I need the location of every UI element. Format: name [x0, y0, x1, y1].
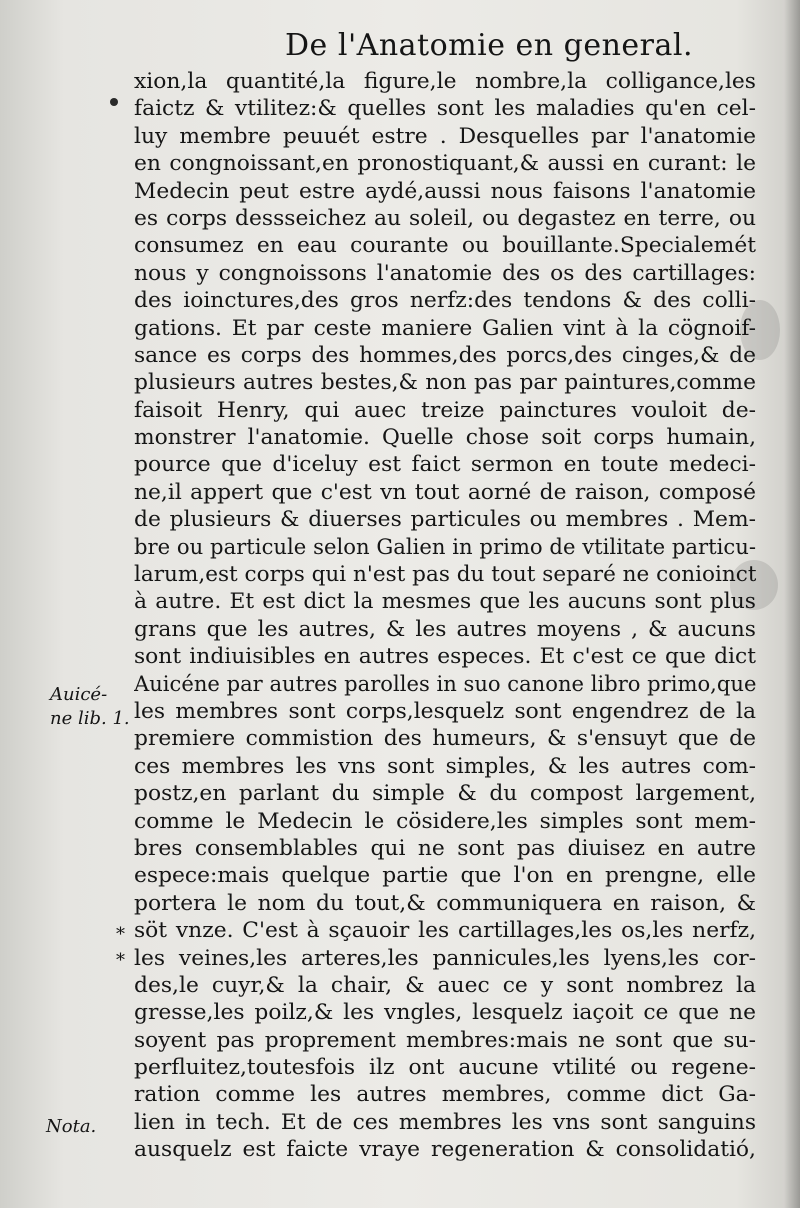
text-line: lien in tech. Et de ces membres les vns sont sanguins: [134, 1109, 756, 1135]
text-line: ration comme les autres membres, comme dict Ga-: [134, 1082, 756, 1108]
text-line: premiere commistion des humeurs, & s'ensuyt que de: [134, 726, 756, 752]
margin-asterisk: *: [116, 950, 125, 971]
text-line: portera le nom du tout,& communiquera en raison, &: [134, 890, 756, 916]
text-line: bres consemblables qui ne sont pas diuisez en autre: [134, 835, 756, 861]
text-line: ces membres les vns sont simples, & les autres com-: [134, 753, 756, 779]
page-edge-shadow: [784, 0, 800, 1208]
text-line: faisoit Henry, qui auec treize painctures vouloit de-: [134, 397, 756, 423]
text-line: söt vnze. C'est à sçauoir les cartillages,les os,les nerfz,: [134, 918, 756, 944]
text-line: gations. Et par ceste maniere Galien vint à la cögnoif-: [134, 315, 756, 341]
text-line: monstrer l'anatomie. Quelle chose soit corps humain,: [134, 425, 756, 451]
margin-asterisk: *: [116, 924, 125, 945]
text-line: pource que d'iceluy est faict sermon en toute medeci-: [134, 452, 756, 478]
text-line: les membres sont corps,lesquelz sont engendrez de la: [134, 698, 756, 724]
text-line: sont indiuisibles en autres especes. Et c'est ce que dict: [134, 644, 756, 670]
text-line: perfluitez,toutesfois ilz ont aucune vtilité ou regene-: [134, 1055, 756, 1081]
text-line: les veines,les arteres,les pannicules,les lyens,les cor-: [134, 945, 756, 971]
text-line: es corps dessseichez au soleil, ou degastez en terre, ou: [134, 205, 756, 231]
text-line: ne,il appert que c'est vn tout aorné de raison, composé: [134, 479, 756, 505]
text-line: luy membre peuuét estre . Desquelles par l'anatomie: [134, 123, 756, 149]
text-line: Medecin peut estre aydé,aussi nous faisons l'anatomie: [134, 178, 756, 204]
text-line: xion,la quantité,la figure,le nombre,la colligance,les: [134, 69, 756, 94]
text-line: sance es corps des hommes,des porcs,des cinges,& de: [134, 342, 756, 368]
text-line: des ioinctures,des gros nerfz:des tendons & des colli-: [134, 288, 756, 314]
text-line: plusieurs autres bestes,& non pas par paintures,comme: [134, 370, 756, 396]
text-line: faictz & vtilitez:& quelles sont les maladies qu'en cel-: [134, 96, 756, 122]
text-line: de plusieurs & diuerses particules ou membres . Mem-: [134, 507, 756, 533]
text-line: larum,est corps qui n'est pas du tout separé ne conioinct: [134, 562, 756, 588]
margin-note-avicenne-book: ne lib. 1.: [50, 708, 130, 729]
running-head: De l'Anatomie en general.: [285, 28, 694, 63]
text-line: des,le cuyr,& la chair, & auec ce y sont nombrez la: [134, 972, 756, 998]
text-line: espece:mais quelque partie que l'on en prengne, elle: [134, 863, 756, 889]
text-line: ausquelz est faicte vraye regeneration & consolidatió,: [134, 1137, 756, 1163]
text-line: soyent pas proprement membres:mais ne sont que su-: [134, 1027, 756, 1053]
text-line: comme le Medecin le cösidere,les simples sont mem-: [134, 808, 756, 834]
margin-note-nota: Nota.: [46, 1116, 97, 1137]
text-line: nous y congnoissons l'anatomie des os des cartillages:: [134, 260, 756, 286]
text-line: consumez en eau courante ou bouillante.Specialemét: [134, 233, 756, 259]
text-line: à autre. Et est dict la mesmes que les aucuns sont plus: [134, 589, 756, 615]
text-line: en congnoissant,en pronostiquant,& aussi en curant: le: [134, 151, 756, 177]
text-line: bre ou particule selon Galien in primo de vtilitate particu-: [134, 534, 756, 560]
text-line: postz,en parlant du simple & du compost largement,: [134, 781, 756, 807]
margin-note-avicenne: Auicé-: [50, 684, 108, 705]
body-text: [134, 68, 756, 1164]
text-line: gresse,les poilz,& les vngles, lesquelz iaçoit ce que ne: [134, 1000, 756, 1026]
ink-dot: [110, 98, 118, 106]
text-line: Auicéne par autres parolles in suo canone libro primo,que: [134, 671, 756, 697]
text-line: grans que les autres, & les autres moyens , & aucuns: [134, 616, 756, 642]
